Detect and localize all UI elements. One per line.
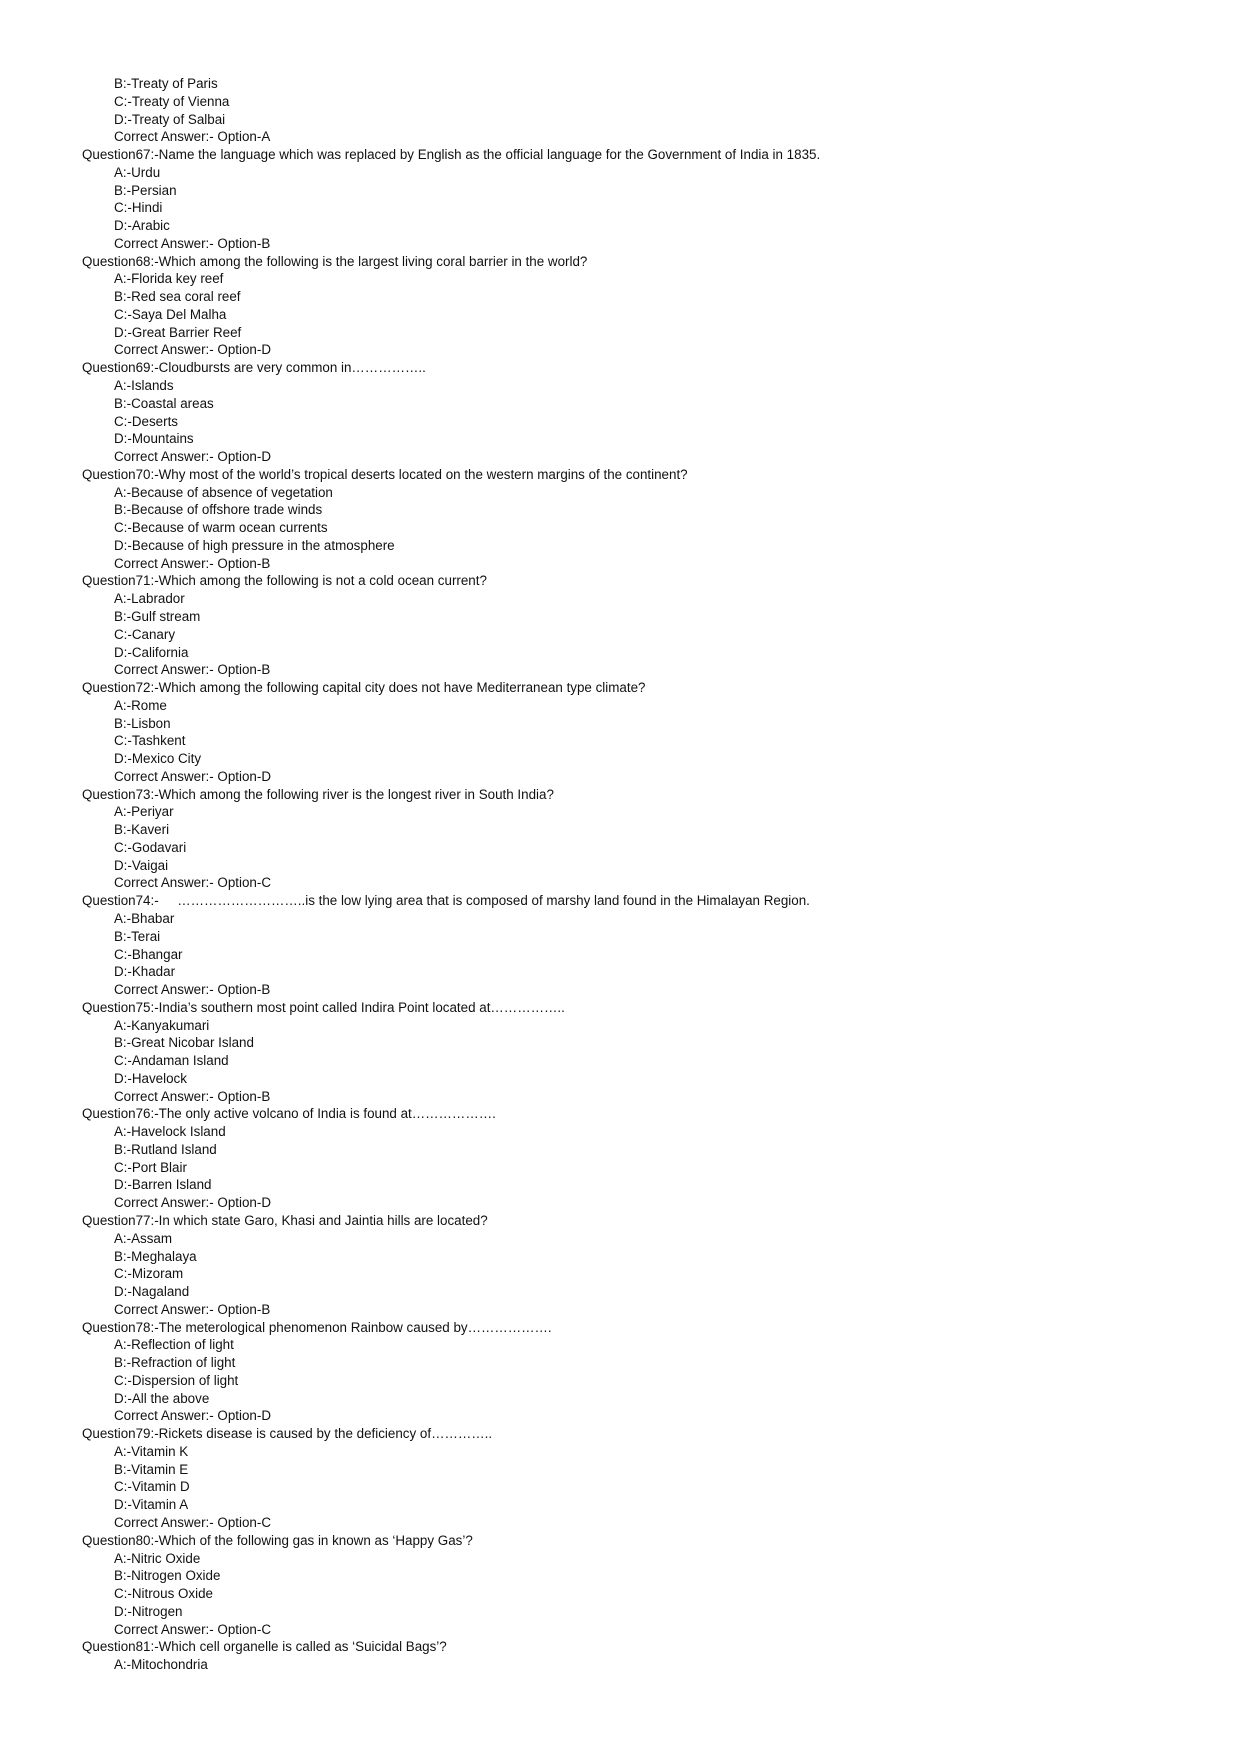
option: D:-California	[114, 644, 189, 660]
question-text: Question80:-Which of the following gas in known as ‘Happy Gas’?	[82, 1532, 473, 1548]
option: D:-Vaigai	[114, 857, 169, 873]
option: B:-Rutland Island	[114, 1141, 217, 1157]
question-document	[82, 75, 1182, 1674]
option: C:-Andaman Island	[114, 1053, 229, 1069]
correct-answer: Correct Answer:- Option-D	[114, 342, 272, 358]
option: C:-Godavari	[114, 839, 187, 855]
option: D:-Barren Island	[114, 1177, 212, 1193]
option: A:-Havelock Island	[114, 1124, 226, 1140]
question-text: Question67:-Name the language which was replaced by English as the official language for the Government of India in 1835.	[82, 147, 821, 163]
option: B:-Persian	[114, 182, 177, 198]
question-block	[82, 1532, 1182, 1639]
option: D:-Vitamin A	[114, 1497, 189, 1513]
option: C:-Canary	[114, 626, 176, 642]
continuation-block	[82, 75, 1182, 146]
option: B:-Refraction of light	[114, 1355, 236, 1371]
question-text: Question79:-Rickets disease is caused by the deficiency of…………..	[82, 1426, 493, 1442]
question-block	[82, 1319, 1182, 1426]
question-text: Question71:-Which among the following is not a cold ocean current?	[82, 573, 487, 589]
option: A:-Bhabar	[114, 910, 175, 926]
question-text: Question77:-In which state Garo, Khasi and Jaintia hills are located?	[82, 1213, 488, 1228]
option: B:-Treaty of Paris	[114, 76, 218, 91]
correct-answer: Correct Answer:- Option-B	[114, 1088, 271, 1104]
option: B:-Meghalaya	[114, 1248, 197, 1264]
option: A:-Kanyakumari	[114, 1017, 210, 1033]
option: C:-Vitamin D	[114, 1479, 190, 1495]
option: B:-Gulf stream	[114, 608, 201, 624]
question-text: Question81:-Which cell organelle is called as ‘Suicidal Bags’?	[82, 1639, 447, 1655]
question-block	[82, 1212, 1182, 1319]
option: B:-Great Nicobar Island	[114, 1035, 254, 1051]
option: B:-Terai	[114, 928, 161, 944]
option: B:-Red sea coral reef	[114, 289, 241, 305]
question-block	[82, 1638, 1182, 1674]
option: A:-Assam	[114, 1230, 173, 1246]
option: B:-Because of offshore trade winds	[114, 502, 323, 518]
option: B:-Nitrogen Oxide	[114, 1568, 221, 1584]
option: D:-Havelock	[114, 1070, 187, 1086]
option: C:-Mizoram	[114, 1266, 184, 1282]
option: C:-Saya Del Malha	[114, 306, 227, 322]
option: D:-Treaty of Salbai	[114, 111, 226, 127]
option: A:-Rome	[114, 697, 167, 713]
option: A:-Vitamin K	[114, 1443, 189, 1459]
option: A:-Nitric Oxide	[114, 1550, 201, 1566]
correct-answer: Correct Answer:- Option-B	[114, 662, 271, 678]
option: D:-Nagaland	[114, 1284, 190, 1300]
question-text: Question70:-Why most of the world’s tropical deserts located on the western margins of the continent?	[82, 466, 688, 482]
correct-answer: Correct Answer:- Option-B	[114, 235, 271, 251]
correct-answer: Correct Answer:- Option-B	[114, 982, 271, 998]
option: C:-Bhangar	[114, 946, 183, 962]
option: D:-Arabic	[114, 218, 170, 234]
option: A:-Periyar	[114, 804, 174, 820]
option: C:-Tashkent	[114, 733, 186, 749]
option: D:-Great Barrier Reef	[114, 324, 242, 340]
correct-answer: Correct Answer:- Option-C	[114, 1621, 272, 1637]
question-block	[82, 359, 1182, 466]
correct-answer: Correct Answer:- Option-B	[114, 1301, 271, 1317]
correct-answer: Correct Answer:- Option-C	[114, 875, 272, 891]
option: B:-Vitamin E	[114, 1461, 189, 1477]
correct-answer: Correct Answer:- Option-D	[114, 1408, 272, 1424]
correct-answer: Correct Answer:- Option-A	[114, 129, 271, 145]
question-text: Question75:-India’s southern most point called Indira Point located at……………..	[82, 999, 565, 1015]
option: D:-Because of high pressure in the atmosphere	[114, 537, 395, 553]
question-block	[82, 253, 1182, 360]
question-block	[82, 679, 1182, 786]
question-text: Question76:-The only active volcano of India is found at……………….	[82, 1106, 496, 1122]
question-text: Question68:-Which among the following is the largest living coral barrier in the world?	[82, 253, 588, 269]
option: C:-Hindi	[114, 200, 163, 216]
question-block	[82, 786, 1182, 893]
question-text: Question69:-Cloudbursts are very common in……………..	[82, 360, 426, 376]
correct-answer: Correct Answer:- Option-D	[114, 768, 272, 784]
option: A:-Labrador	[114, 591, 185, 607]
option: C:-Treaty of Vienna	[114, 93, 230, 109]
option: C:-Nitrous Oxide	[114, 1586, 213, 1602]
option: A:-Reflection of light	[114, 1337, 234, 1353]
correct-answer: Correct Answer:- Option-C	[114, 1515, 272, 1531]
correct-answer: Correct Answer:- Option-D	[114, 449, 272, 465]
option: B:-Coastal areas	[114, 395, 214, 411]
question-block	[82, 1105, 1182, 1212]
option: D:-All the above	[114, 1390, 210, 1406]
option: D:-Mexico City	[114, 751, 202, 767]
option: A:-Mitochondria	[114, 1657, 208, 1673]
option: A:-Because of absence of vegetation	[114, 484, 333, 500]
question-block	[82, 892, 1182, 999]
option: C:-Because of warm ocean currents	[114, 520, 328, 536]
option: B:-Lisbon	[114, 715, 171, 731]
question-block	[82, 999, 1182, 1106]
question-text: Question78:-The meterological phenomenon Rainbow caused by……………….	[82, 1319, 552, 1335]
option: D:-Khadar	[114, 964, 176, 980]
option: D:-Mountains	[114, 431, 194, 447]
option: A:-Florida key reef	[114, 271, 224, 287]
option: C:-Port Blair	[114, 1159, 187, 1175]
question-block	[82, 1425, 1182, 1532]
question-block	[82, 466, 1182, 573]
question-block	[82, 572, 1182, 679]
option: A:-Islands	[114, 378, 174, 394]
option: C:-Dispersion of light	[114, 1372, 239, 1388]
question-text: Question74:- ………………………..is the low lying area that is composed of marshy land found in the Himalayan Region.	[82, 893, 810, 909]
correct-answer: Correct Answer:- Option-D	[114, 1195, 272, 1211]
question-text: Question73:-Which among the following river is the longest river in South India?	[82, 786, 554, 802]
option: C:-Deserts	[114, 413, 178, 429]
option: D:-Nitrogen	[114, 1603, 183, 1619]
question-text: Question72:-Which among the following capital city does not have Mediterranean type climate?	[82, 680, 646, 696]
option: A:-Urdu	[114, 164, 161, 180]
option: B:-Kaveri	[114, 822, 170, 838]
question-block	[82, 146, 1182, 253]
correct-answer: Correct Answer:- Option-B	[114, 555, 271, 571]
